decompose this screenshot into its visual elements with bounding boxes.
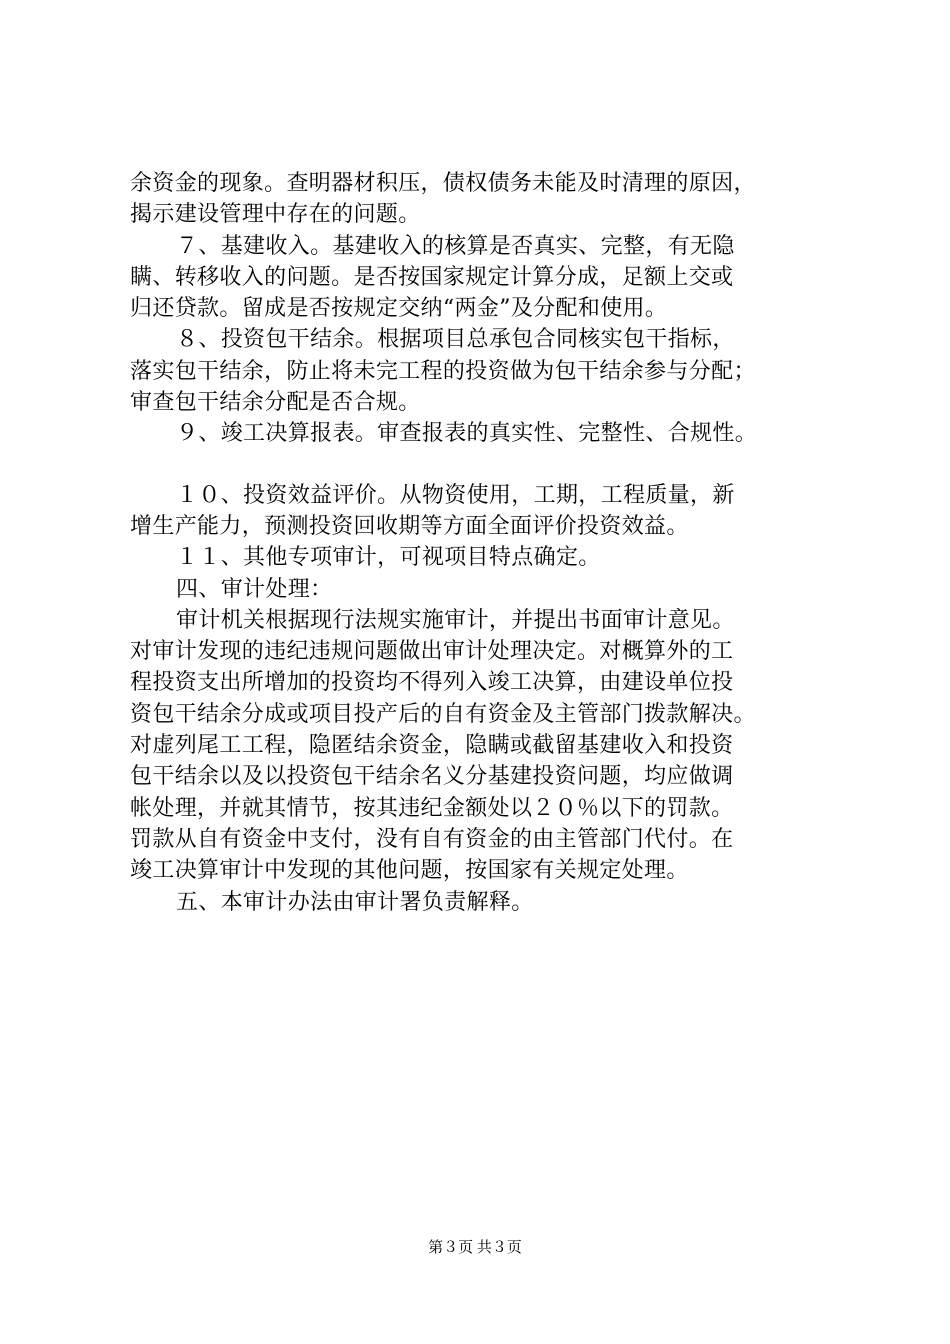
text-line: 资包干结余分成或项目投产后的自有资金及主管部门拨款解决。: [130, 701, 756, 727]
section-heading: 四、审计处理：: [176, 576, 333, 602]
text-line: 瞒、转移收入的问题。是否按国家规定计算分成，足额上交或: [130, 264, 734, 290]
text-line: 余资金的现象。查明器材积压，债权债务未能及时清理的原因，: [130, 171, 756, 196]
text-line: 落实包干结余，防止将未完工程的投资做为包干结余参与分配；: [130, 358, 756, 384]
text-line: 审计机关根据现行法规实施审计，并提出书面审计意见。: [176, 607, 735, 633]
text-line: 审查包干结余分配是否合规。: [130, 390, 421, 416]
text-line: 程投资支出所增加的投资均不得列入竣工决算，由建设单位投: [130, 670, 734, 696]
text-line: 增生产能力，预测投资回收期等方面全面评价投资效益。: [130, 513, 689, 539]
text-line: １０、投资效益评价。从物资使用，工期，工程质量，新: [176, 482, 735, 508]
paragraph-gap: [130, 450, 830, 480]
text-line: 对审计发现的违纪违规问题做出审计处理决定。对概算外的工: [130, 639, 734, 665]
page-number-footer: 第３页 共３页: [428, 1240, 522, 1256]
text-line: 竣工决算审计中发现的其他问题，按国家有关规定处理。: [130, 858, 689, 884]
text-line: ７、基建收入。基建收入的核算是否真实、完整，有无隐: [176, 233, 735, 259]
section-heading: 五、本审计办法由审计署负责解释。: [176, 889, 534, 915]
text-line: 归还贷款。留成是否按规定交纳“两金”及分配和使用。: [130, 296, 668, 322]
document-body: [130, 168, 830, 918]
text-line: 对虚列尾工工程，隐匿结余资金，隐瞒或截留基建收入和投资: [130, 733, 734, 759]
text-line: 帐处理，并就其情节，按其违纪金额处以２０％以下的罚款。: [130, 795, 734, 821]
text-line: 包干结余以及以投资包干结余名义分基建投资问题，均应做调: [130, 764, 734, 790]
text-line: ９、竣工决算报表。审查报表的真实性、完整性、合规性。: [176, 421, 758, 447]
text-line: ８、投资包干结余。根据项目总承包合同核实包干指标，: [176, 327, 735, 353]
text-line: １１、其他专项审计，可视项目特点确定。: [176, 545, 601, 571]
text-line: 揭示建设管理中存在的问题。: [130, 202, 421, 228]
text-line: 罚款从自有资金中支付，没有自有资金的由主管部门代付。在: [130, 826, 734, 852]
